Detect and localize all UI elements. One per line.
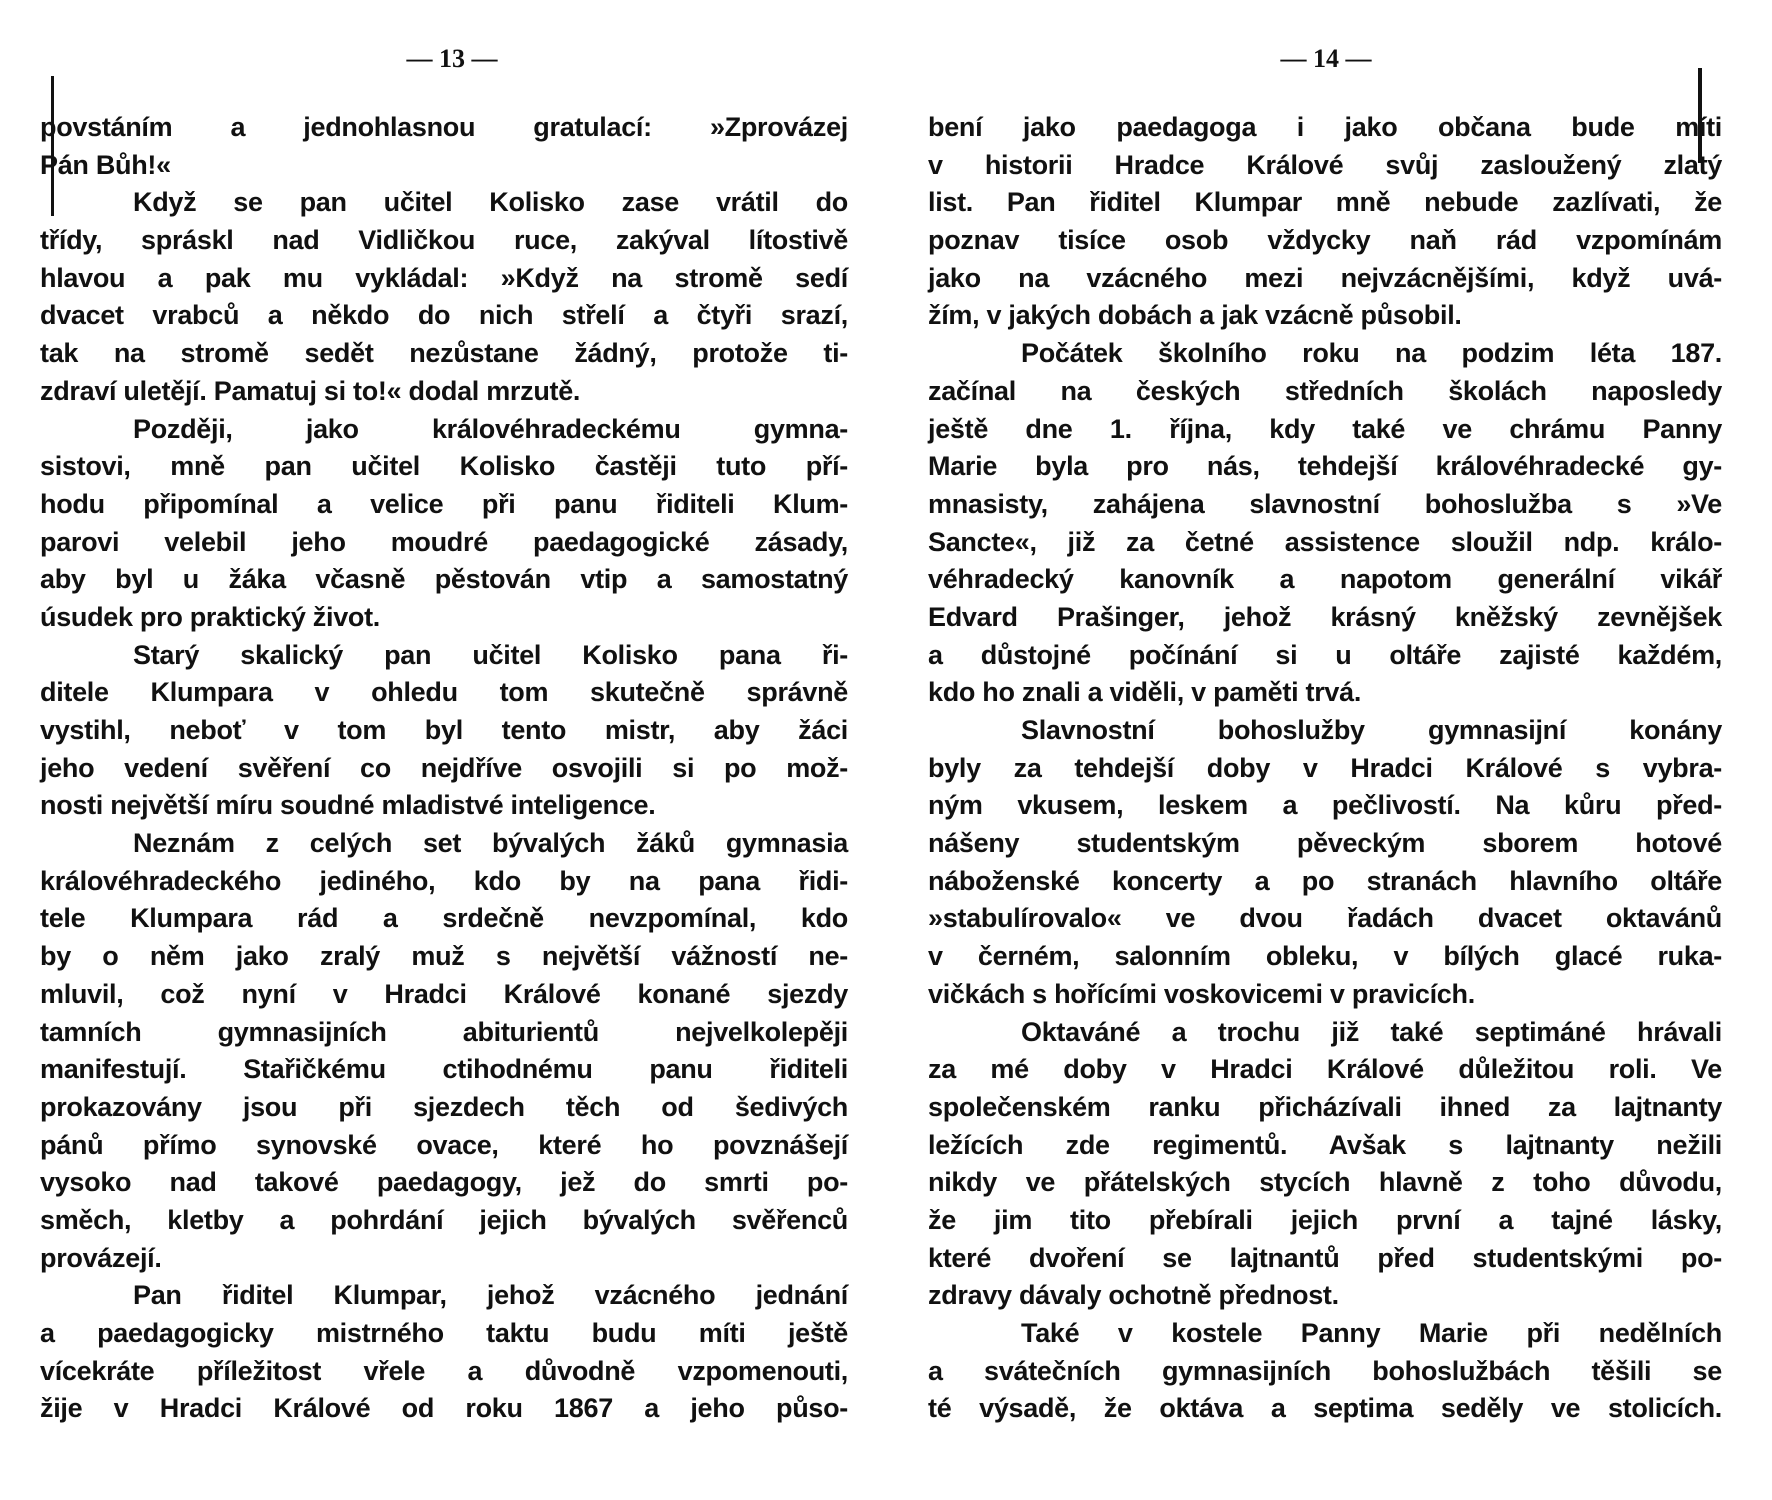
paragraph [40, 825, 848, 1277]
text-line: že jim tito přebírali jejich první a tajné lásky, [928, 1204, 1722, 1235]
text-line: sistovi, mně pan učitel Kolisko častěji tuto pří- [40, 451, 848, 482]
text-line: v historii Hradce Králové svůj zasloužený zlatý [928, 149, 1722, 180]
text-line: ným vkusem, leskem a pečlivostí. Na kůru před- [928, 790, 1722, 821]
text-line: poznav tisíce osob vždycky naň rád vzpomínám [928, 225, 1722, 256]
page-number-right: — 14 — [1280, 44, 1372, 73]
text-line: hodu připomínal a velice při panu řiditeli Klum- [40, 488, 848, 519]
text-line: manifestují. Stařičkému ctihodnému panu řiditeli [40, 1054, 848, 1085]
text-line: a svátečních gymnasijních bohoslužbách těšili se [928, 1355, 1722, 1386]
text-line: zdravy dávaly ochotně přednost. [928, 1280, 1339, 1311]
page-14-text [928, 109, 1722, 1428]
text-line: mluvil, což nyní v Hradci Králové konané sjezdy [40, 978, 848, 1009]
text-line: tamních gymnasijních abiturientů nejvelkolepěji [40, 1016, 848, 1047]
text-line: Slavnostní bohoslužby gymnasijní konány [1021, 715, 1722, 745]
text-line: prokazovány jsou při sjezdech těch od šedivých [40, 1091, 848, 1122]
text-line: společenském ranku přicházívali ihned za lajtnanty [928, 1091, 1722, 1122]
text-line: tele Klumpara rád a srdečně nevzpomínal, kdo [40, 903, 848, 934]
text-line: Oktaváné a trochu již také septimáné hrávali [1021, 1016, 1722, 1047]
text-line: Také v kostele Panny Marie při nedělních [1021, 1318, 1722, 1348]
text-line: ještě dne 1. října, kdy také ve chrámu Panny [928, 413, 1722, 444]
text-line: Marie byla pro nás, tehdejší královéhradecké gy- [928, 451, 1722, 482]
text-line: provázejí. [40, 1242, 162, 1273]
text-line: královéhradeckého jediného, kdo by na pana řidi- [40, 865, 848, 896]
paragraph [928, 1014, 1722, 1316]
paragraph [40, 411, 848, 637]
text-line: Pan řiditel Klumpar, jehož vzácného jednání [133, 1280, 848, 1311]
paragraph [40, 109, 848, 184]
text-line: »stabulírovalo« ve dvou řadách dvacet oktavánů [928, 903, 1722, 934]
text-line: té výsadě, že oktáva a septima seděly ve stolicích. [928, 1393, 1722, 1424]
text-line: Starý skalický pan učitel Kolisko pana ři- [133, 639, 848, 670]
text-line: jako na vzácného mezi nejvzácnějšími, když uvá- [928, 262, 1722, 293]
text-line: nášeny studentským pěveckým sborem hotové [928, 828, 1722, 859]
text-line: tak na stromě sedět nezůstane žádný, protože ti- [40, 338, 848, 369]
text-line: parovi velebil jeho moudré paedagogické zásady, [40, 526, 848, 557]
text-line: by o něm jako zralý muž s největší vážností ne- [40, 941, 848, 972]
paragraph [40, 637, 848, 825]
page-13-text [40, 109, 848, 1428]
text-line: mnasisty, zahájena slavnostní bohoslužba s »Ve [928, 488, 1722, 519]
text-line: začínal na českých středních školách naposledy [928, 375, 1722, 406]
text-line: Později, jako královéhradeckému gymna- [133, 413, 848, 444]
text-line: Pán Bůh!« [40, 149, 171, 180]
text-line: nosti největší míru soudné mladistvé inteligence. [40, 790, 656, 821]
text-line: dvacet vrabců a někdo do nich střelí a čtyři srazí, [40, 300, 848, 331]
text-line: zdraví uletějí. Pamatuj si to!« dodal mrzutě. [40, 375, 581, 406]
paragraph [928, 712, 1722, 1014]
text-line: pánů přímo synovské ovace, které ho povznášejí [40, 1129, 848, 1160]
text-line: a důstojné počínání si u oltáře zajisté každém, [928, 639, 1722, 670]
text-line: žím, v jakých dobách a jak vzácně působil. [928, 300, 1462, 331]
text-line: ditele Klumpara v ohledu tom skutečně správně [40, 677, 848, 708]
text-line: v černém, salonním obleku, v bílých glacé ruka- [928, 941, 1722, 972]
text-line: třídy, spráskl nad Vidličkou ruce, zakýval lítostivě [40, 225, 848, 256]
paragraph [40, 184, 848, 410]
text-line: vysoko nad takové paedagogy, jež do smrti po- [40, 1167, 848, 1198]
text-line: véhradecký kanovník a napotom generální vikář [928, 564, 1722, 595]
paragraph [928, 335, 1722, 712]
text-line: vystihl, neboť v tom byl tento mistr, aby žáci [40, 715, 848, 745]
text-line: vícekráte příležitost vřele a důvodně vzpomenouti, [40, 1355, 848, 1386]
text-line: nikdy ve přátelských stycích hlavně z toho důvodu, [928, 1167, 1722, 1198]
text-line: ležících zde regimentů. Avšak s lajtnanty nežili [928, 1129, 1722, 1160]
text-line: Počátek školního roku na podzim léta 187. [1021, 338, 1722, 369]
text-line: jeho vedení svěření co nejdříve osvojili si po mož- [40, 752, 848, 783]
paragraph [928, 109, 1722, 335]
text-line: list. Pan řiditel Klumpar mně nebude zazlívati, že [928, 187, 1722, 218]
page-number-left: — 13 — [406, 44, 498, 73]
text-line: a paedagogicky mistrného taktu budu míti ještě [40, 1318, 848, 1348]
text-line: Když se pan učitel Kolisko zase vrátil do [133, 187, 848, 218]
paragraph [928, 1315, 1722, 1428]
text-line: úsudek pro praktický život. [40, 601, 380, 632]
text-line: aby byl u žáka včasně pěstován vtip a samostatný [40, 564, 848, 595]
text-line: náboženské koncerty a po stranách hlavního oltáře [928, 865, 1722, 896]
text-line: Neznám z celých set bývalých žáků gymnasia [133, 828, 848, 859]
text-line: které dvoření se lajtnantů před studentskými po- [928, 1242, 1722, 1273]
paragraph [40, 1277, 848, 1428]
text-line: kdo ho znali a viděli, v paměti trvá. [928, 677, 1362, 708]
text-line: žije v Hradci Králové od roku 1867 a jeho půso- [40, 1393, 848, 1424]
text-line: bení jako paedagoga i jako občana bude míti [928, 112, 1722, 142]
text-line: vičkách s hořícími voskovicemi v pravicích. [928, 978, 1475, 1009]
text-line: byly za tehdejší doby v Hradci Králové s vybra- [928, 752, 1722, 783]
text-line: povstáním a jednohlasnou gratulací: »Zprovázej [40, 112, 848, 142]
text-line: Sancte«, již za četné assistence sloužil ndp. králo- [928, 526, 1722, 557]
text-line: směch, kletby a pohrdání jejich bývalých svěřenců [40, 1204, 848, 1235]
text-line: hlavou a pak mu vykládal: »Když na stromě sedí [40, 262, 848, 293]
text-line: Edvard Prašinger, jehož krásný kněžský zevnějšek [928, 601, 1722, 632]
text-line: za mé doby v Hradci Králové důležitou roli. Ve [928, 1054, 1722, 1085]
